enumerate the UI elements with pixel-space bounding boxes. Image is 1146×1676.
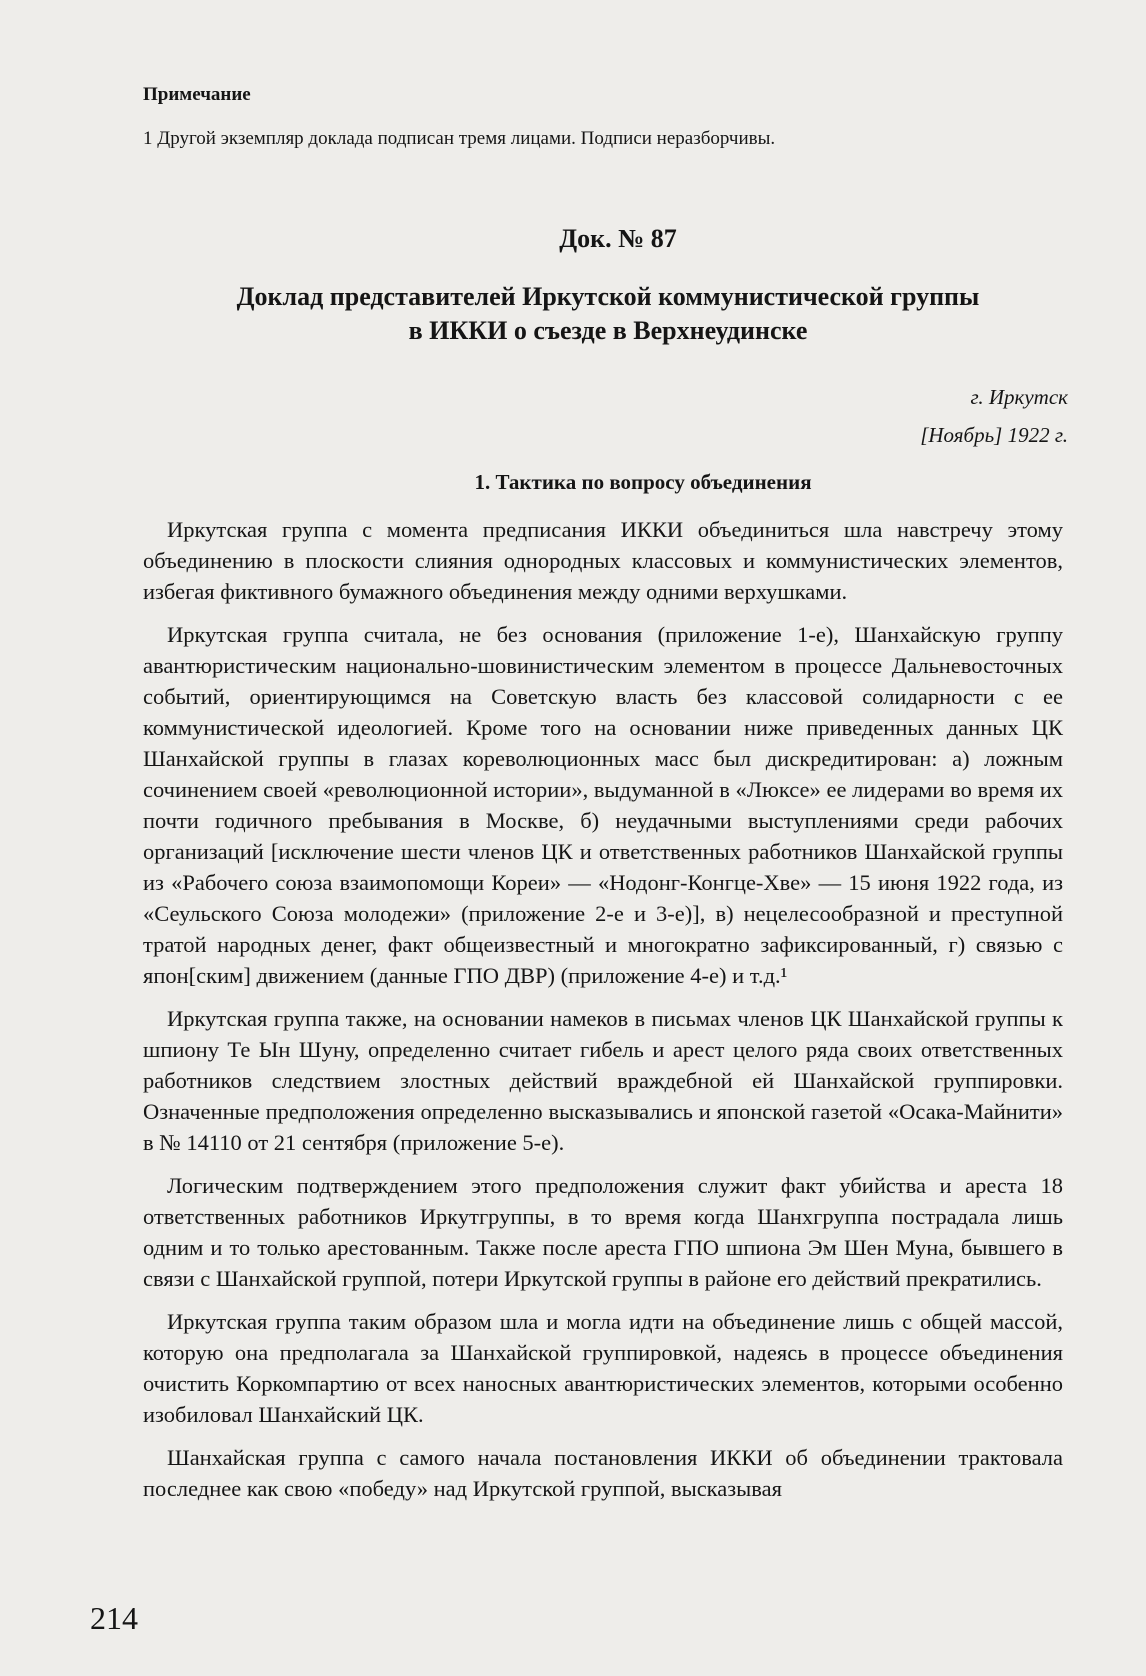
page-number: 214 <box>90 1600 138 1636</box>
paragraph: Иркутская группа с момента предписания ИККИ объединиться шла навстречу этому объединению в плоскости слияния однородных классовых и коммунистических элементов, избегая фиктивного бумажного объединения между одними верхушками. <box>143 517 1063 604</box>
place-date <box>920 378 1068 454</box>
note-text: 1 Другой экземпляр доклада подписан тремя лицами. Подписи неразборчивы. <box>143 128 776 149</box>
paragraph: Иркутская группа также, на основании намеков в письмах членов ЦК Шанхайской группы к шпиону Те Ын Шуну, определенно считает гибель и арест целого ряда своих ответственных работников следствием злостных действий враждебной ей Шанхайской группировки. Означенные предположения определенно высказывались и японской газетой «Осака-Майнити» в № 14110 от 21 сентября (приложение 5-е). <box>143 1006 1063 1155</box>
document-title-line-1: Доклад представителей Иркутской коммунистической группы <box>236 282 980 311</box>
paragraph: Иркутская группа таким образом шла и могла идти на объединение лишь с общей массой, которую она предполагала за Шанхайской группировкой, надеясь в процессе объединения очистить Коркомпартию от всех наносных авантюристических элементов, которыми особенно изобиловал Шанхайский ЦК. <box>143 1309 1063 1427</box>
place: г. Иркутск <box>970 385 1068 409</box>
paragraph: Логическим подтверждением этого предположения служит факт убийства и ареста 18 ответственных работников Иркутгруппы, в то время когда Шанхгруппа пострадала лишь одним и то только арестованным. Также после ареста ГПО шпиона Эм Шен Муна, бывшего в связи с Шанхайской группой, потери Иркутской группы в районе его действий прекратились. <box>143 1173 1063 1291</box>
note-title: Примечание <box>143 84 251 105</box>
document-title <box>130 280 1086 348</box>
date: [Ноябрь] 1922 г. <box>920 423 1068 447</box>
section-title: 1. Тактика по вопросу объединения <box>474 470 812 494</box>
paragraph: Шанхайская группа с самого начала постановления ИККИ об объединении трактовала последнее как свою «победу» над Иркутской группой, высказывая <box>143 1445 1063 1501</box>
paragraph: Иркутская группа считала, не без основания (приложение 1-е), Шанхайскую группу авантюристическим национально-шовинистическим элементом в процессе Дальневосточных событий, ориентирующимся на Советскую власть без классовой солидарности с ее коммунистической идеологией. Кроме того на основании ниже приведенных данных ЦК Шанхайской группы в глазах кореволюционных масс был дискредитирован: а) ложным сочинением своей «революционной истории», выдуманной в «Люксе» ее лидерами во время их почти годичного пребывания в Москве, б) неудачными выступлениями среди рабочих организаций [исключение шести членов ЦК и ответственных работников Шанхайской группы из «Рабочего союза взаимопомощи Кореи» — «Нодонг-Конгце-Хве» — 15 июня 1922 года, из «Сеульского Союза молодежи» (приложение 2-е и 3-е)], в) нецелесообразной и преступной тратой народных денег, факт общеизвестный и многократно зафиксированный, г) связью с япон[ским] движением (данные ГПО ДВР) (приложение 4-е) и т.д.¹ <box>143 622 1063 988</box>
document-number: Док. № 87 <box>559 224 677 253</box>
body-text <box>143 514 1063 1516</box>
document-title-line-2: в ИККИ о съезде в Верхнеудинске <box>408 316 808 345</box>
